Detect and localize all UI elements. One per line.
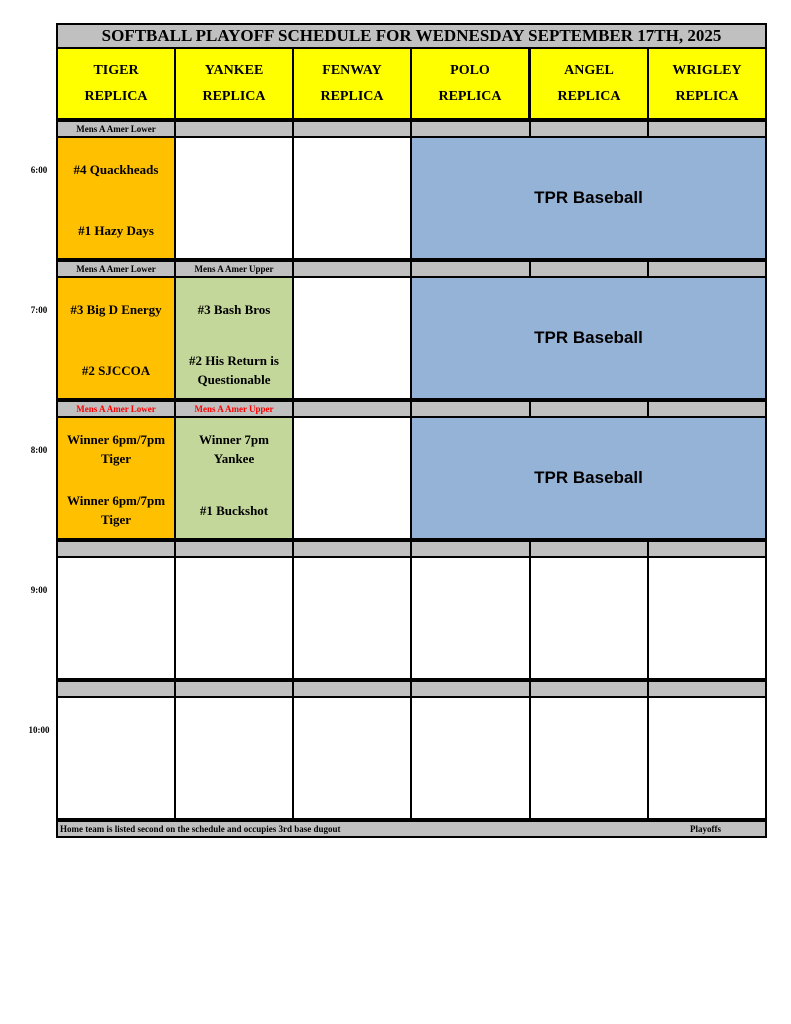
home-team: #1 Hazy Days bbox=[78, 223, 154, 238]
empty-cell bbox=[174, 696, 294, 820]
column-name: WRIGLEY bbox=[672, 62, 742, 78]
empty-cell bbox=[292, 416, 412, 540]
home-team: #2 SJCCOA bbox=[81, 363, 151, 378]
column-name: FENWAY bbox=[322, 62, 382, 78]
column-sub: REPLICA bbox=[84, 88, 148, 104]
page-title: SOFTBALL PLAYOFF SCHEDULE FOR WEDNESDAY SEPTEMBER 17TH, 2025 bbox=[56, 23, 767, 49]
column-header-angel bbox=[529, 47, 649, 120]
time-label: 9:00 bbox=[30, 585, 48, 595]
home-team: Winner 6pm/7pm Tiger bbox=[66, 493, 166, 527]
empty-cell bbox=[174, 556, 294, 680]
column-sub: REPLICA bbox=[557, 88, 621, 104]
column-sub: REPLICA bbox=[675, 88, 739, 104]
game-cell-yankee-7 bbox=[174, 276, 294, 400]
empty-cell bbox=[292, 696, 412, 820]
column-header-fenway bbox=[292, 47, 412, 120]
home-team: #1 Buckshot bbox=[199, 503, 269, 518]
away-team: Winner 7pm Yankee bbox=[199, 432, 269, 466]
empty-cell bbox=[292, 556, 412, 680]
tpr-baseball-block: TPR Baseball bbox=[410, 276, 767, 400]
empty-cell bbox=[410, 556, 531, 680]
division-strip: Mens A Amer Upper bbox=[174, 400, 294, 418]
column-header-yankee bbox=[174, 47, 294, 120]
time-label: 10:00 bbox=[28, 725, 50, 735]
column-name: TIGER bbox=[93, 62, 139, 78]
game-cell-tiger-7 bbox=[56, 276, 176, 400]
column-sub: REPLICA bbox=[438, 88, 502, 104]
column-name: ANGEL bbox=[564, 62, 614, 78]
empty-cell bbox=[529, 696, 649, 820]
division-strip: Mens A Amer Upper bbox=[174, 260, 294, 278]
empty-cell bbox=[647, 696, 767, 820]
time-label: 8:00 bbox=[30, 445, 48, 455]
away-team: #3 Big D Energy bbox=[70, 302, 162, 317]
away-team: #3 Bash Bros bbox=[197, 302, 271, 317]
column-name: YANKEE bbox=[204, 62, 264, 78]
time-label: 7:00 bbox=[30, 305, 48, 315]
empty-cell bbox=[56, 556, 176, 680]
footer-label: Playoffs bbox=[690, 824, 721, 834]
footer-note: Home team is listed second on the schedule and occupies 3rd base dugout bbox=[60, 824, 341, 834]
game-cell-tiger-8 bbox=[56, 416, 176, 540]
column-sub: REPLICA bbox=[320, 88, 384, 104]
tpr-baseball-block: TPR Baseball bbox=[410, 416, 767, 540]
empty-cell bbox=[174, 136, 294, 260]
time-label: 6:00 bbox=[30, 165, 48, 175]
home-team: #2 His Return is Questionable bbox=[189, 353, 279, 387]
away-team: #4 Quackheads bbox=[73, 162, 159, 177]
column-header-wrigley bbox=[647, 47, 767, 120]
empty-cell bbox=[529, 556, 649, 680]
division-strip: Mens A Amer Lower bbox=[56, 260, 176, 278]
division-strip: Mens A Amer Lower bbox=[56, 120, 176, 138]
empty-cell bbox=[56, 696, 176, 820]
away-team: Winner 6pm/7pm Tiger bbox=[66, 432, 166, 466]
empty-cell bbox=[647, 556, 767, 680]
column-sub: REPLICA bbox=[202, 88, 266, 104]
column-header-tiger bbox=[56, 47, 176, 120]
column-header-polo bbox=[410, 47, 530, 120]
division-strip: Mens A Amer Lower bbox=[56, 400, 176, 418]
empty-cell bbox=[292, 136, 412, 260]
empty-cell bbox=[292, 276, 412, 400]
game-cell-tiger-6 bbox=[56, 136, 176, 260]
tpr-baseball-block: TPR Baseball bbox=[410, 136, 767, 260]
footer-bar bbox=[56, 820, 767, 838]
game-cell-yankee-8 bbox=[174, 416, 294, 540]
column-name: POLO bbox=[450, 62, 490, 78]
empty-cell bbox=[410, 696, 531, 820]
